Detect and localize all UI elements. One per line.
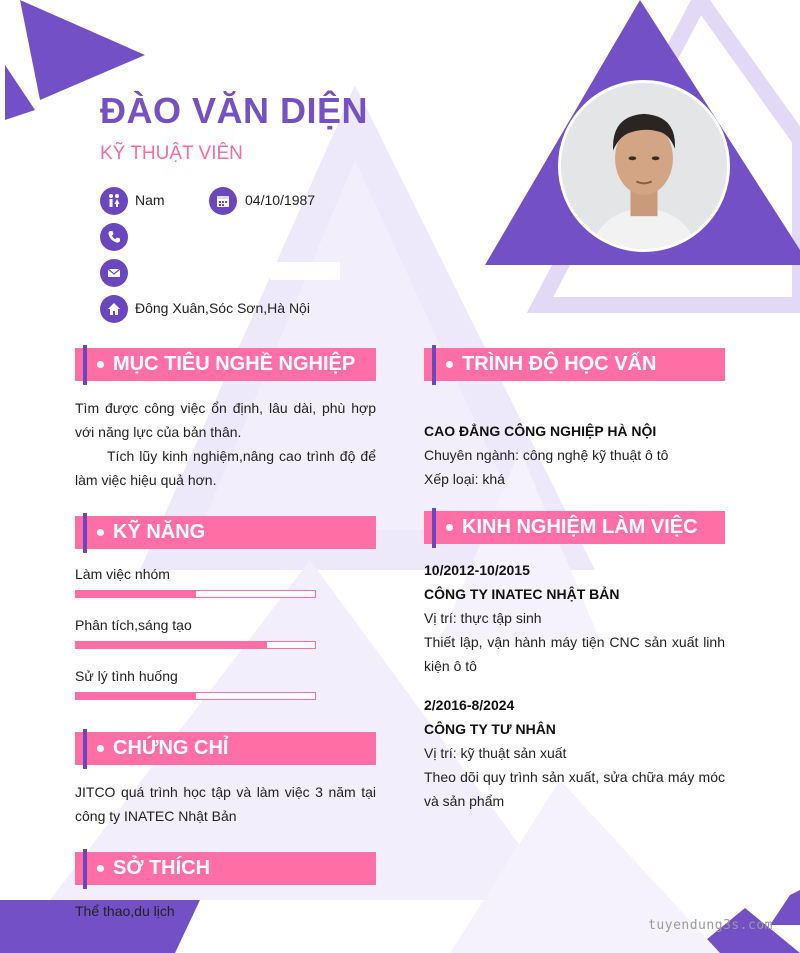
- calendar-icon: [209, 187, 237, 215]
- phone-icon: [100, 223, 128, 251]
- job-description: Theo dõi quy trình sản xuất, sửa chữa máy móc và sản phẩm: [424, 769, 725, 809]
- education-title: TRÌNH ĐỘ HỌC VẤN: [462, 353, 657, 375]
- certificates-text: JITCO quá trình học tập và làm việc 3 năm tại công ty INATEC Nhật Bản: [75, 784, 376, 824]
- skill-fill: [76, 591, 196, 597]
- gender-value: Nam: [135, 192, 165, 208]
- objective-para-2: Tích lũy kinh nghiệm,nâng cao trình độ để làm việc hiệu quả hơn.: [75, 448, 376, 488]
- job-role: Vị trí: thực tập sinh: [424, 610, 542, 626]
- skill-fill: [76, 642, 267, 648]
- experience-job: [424, 693, 725, 813]
- watermark: tuyendung3s.com: [648, 918, 773, 933]
- job-description: Thiết lập, vận hành máy tiện CNC sản xuất linh kiện ô tô: [424, 634, 725, 674]
- job-period: 2/2016-8/2024: [424, 697, 515, 713]
- education-details: [424, 419, 725, 491]
- education-major: Chuyên ngành: công nghệ kỹ thuật ô tô: [424, 447, 669, 463]
- job-title: KỸ THUẬT VIÊN: [100, 143, 243, 164]
- birthday-value: 04/10/1987: [245, 192, 316, 208]
- job-company: CÔNG TY INATEC NHẬT BẢN: [424, 586, 620, 602]
- hobbies-text: Thể thao,du lịch: [75, 903, 175, 919]
- job-company: CÔNG TY TƯ NHÂN: [424, 721, 556, 737]
- job-role: Vị trí: kỹ thuật sản xuất: [424, 745, 567, 761]
- experience-section-header: [424, 511, 725, 544]
- skill-label: Làm việc nhóm: [75, 566, 170, 582]
- objective-para-1: Tìm được công việc ổn định, lâu dài, phù hợp với năng lực của bản thân.: [75, 400, 376, 440]
- home-icon: [100, 295, 128, 323]
- mail-icon: [100, 259, 128, 287]
- candidate-name: ĐÀO VĂN DIỆN: [100, 90, 369, 131]
- objective-text: [75, 396, 376, 492]
- certificates-title: CHỨNG CHỈ: [113, 737, 229, 759]
- job-period: 10/2012-10/2015: [424, 562, 530, 578]
- objective-title: MỤC TIÊU NGHỀ NGHIỆP: [113, 353, 356, 375]
- skill-label: Phân tích,sáng tạo: [75, 617, 192, 633]
- skills-list: [75, 566, 376, 700]
- education-section-header: [424, 348, 725, 381]
- skill-bar: [75, 641, 316, 649]
- education-grade: Xếp loại: khá: [424, 471, 505, 487]
- skill-label: Sử lý tình huống: [75, 668, 178, 684]
- gender-icon: [100, 187, 128, 215]
- experience-job: [424, 558, 725, 678]
- skill-bar: [75, 692, 316, 700]
- profile-photo: [558, 80, 730, 252]
- skill-fill: [76, 693, 196, 699]
- skill-bar: [75, 590, 316, 598]
- hobbies-section-header: [75, 852, 376, 885]
- hobbies-title: SỞ THÍCH: [113, 857, 211, 879]
- skills-title: KỸ NĂNG: [113, 521, 206, 543]
- address-value: Đông Xuân,Sóc Sơn,Hà Nội: [135, 300, 310, 316]
- skills-section-header: [75, 516, 376, 549]
- objective-section-header: [75, 348, 376, 381]
- experience-title: KINH NGHIỆM LÀM VIỆC: [462, 516, 698, 538]
- certificates-section-header: [75, 732, 376, 765]
- education-school: CAO ĐẲNG CÔNG NGHIỆP HÀ NỘI: [424, 423, 657, 439]
